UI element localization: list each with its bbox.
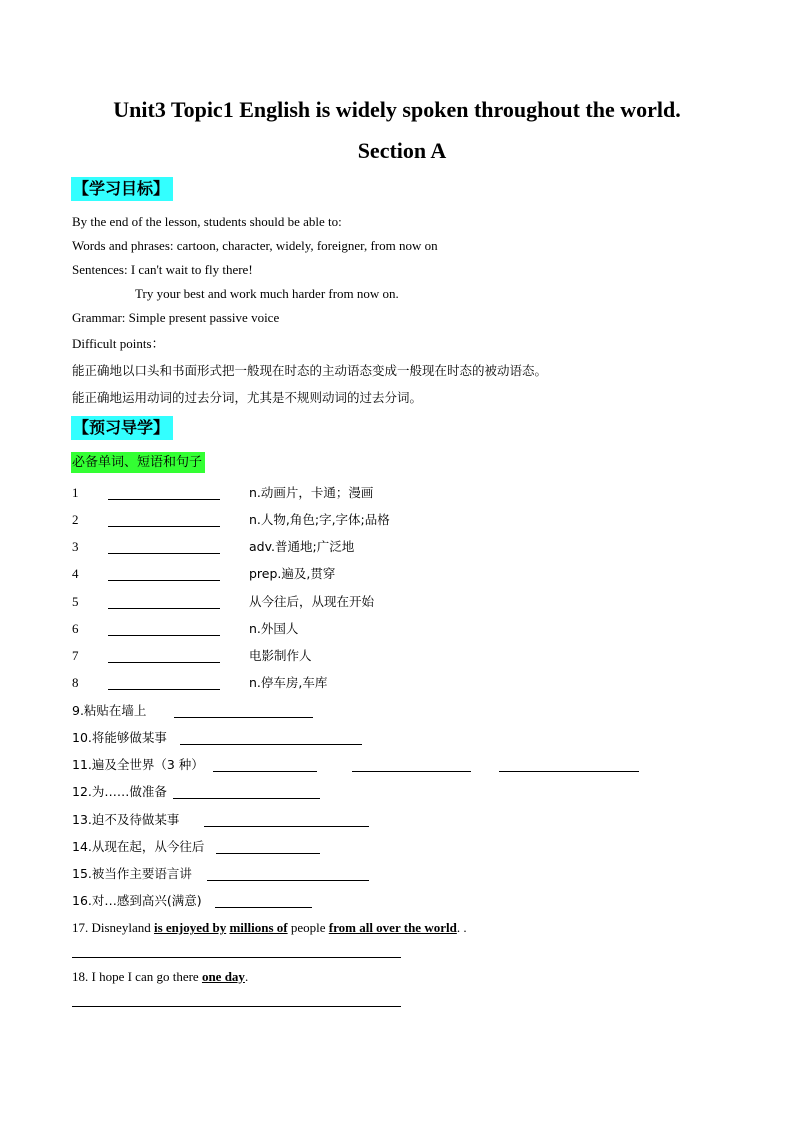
answer-blank[interactable] <box>207 880 369 881</box>
underlined-phrase: one day <box>201 969 245 984</box>
difficult-point-2: 能正确地运用动词的过去分词，尤其是不规则动词的过去分词。 <box>72 390 423 405</box>
sentence-text: . <box>244 969 249 984</box>
objectives-sentences: Sentences: I can't wait to fly there! <box>72 262 253 277</box>
answer-blank[interactable] <box>174 717 313 718</box>
answer-blank[interactable] <box>108 689 220 690</box>
vocab-meaning: 电影制作人 <box>249 648 312 663</box>
answer-blank[interactable] <box>108 662 220 663</box>
phrase-label: 16.对…感到高兴(满意) <box>72 893 202 908</box>
objectives-grammar: Grammar: Simple present passive voice <box>72 310 280 325</box>
phrase-label: 13.迫不及待做某事 <box>72 812 180 827</box>
answer-blank[interactable] <box>108 553 220 554</box>
vocab-number: 7 <box>72 648 79 663</box>
page-title: Unit3 Topic1 English is widely spoken throughout the world. <box>113 97 681 122</box>
answer-blank[interactable] <box>72 1006 401 1007</box>
underlined-phrase: is enjoyed by <box>153 920 227 935</box>
answer-blank[interactable] <box>180 744 362 745</box>
sentence-18 <box>72 968 248 986</box>
vocab-meaning: n.外国人 <box>249 621 299 636</box>
vocab-number: 8 <box>72 675 79 690</box>
objectives-header: 【学习目标】 <box>71 177 173 201</box>
answer-blank[interactable] <box>108 580 220 581</box>
phrase-label: 12.为……做准备 <box>72 784 167 799</box>
vocab-meaning: n.动画片，卡通；漫画 <box>249 485 374 500</box>
difficult-point-1: 能正确地以口头和书面形式把一般现在时态的主动语态变成一般现在时态的被动语态。 <box>72 363 548 378</box>
vocab-meaning: 从今往后，从现在开始 <box>249 594 375 609</box>
answer-blank[interactable] <box>108 499 220 500</box>
answer-blank[interactable] <box>213 771 317 772</box>
answer-blank[interactable] <box>499 771 639 772</box>
objectives-difficult: Difficult points： <box>72 336 165 351</box>
preview-header: 【预习导学】 <box>71 416 173 440</box>
phrase-label: 10.将能够做某事 <box>72 730 167 745</box>
sentence-text: people <box>287 920 329 935</box>
objectives-words: Words and phrases: cartoon, character, widely, foreigner, from now on <box>72 238 438 253</box>
answer-blank[interactable] <box>173 798 320 799</box>
vocab-meaning: n.人物,角色;字,字体;品格 <box>249 512 390 527</box>
answer-blank[interactable] <box>204 826 369 827</box>
sentence-text: 18. I hope I can go there <box>72 969 202 984</box>
vocab-number: 1 <box>72 485 79 500</box>
phrase-label: 11.遍及全世界（3 种） <box>72 757 204 772</box>
underlined-phrase: from all over the world <box>328 920 457 935</box>
vocab-number: 6 <box>72 621 79 636</box>
phrase-label: 15.被当作主要语言讲 <box>72 866 192 881</box>
vocab-meaning: adv.普通地;广泛地 <box>249 539 355 554</box>
answer-blank[interactable] <box>216 853 320 854</box>
underlined-phrase: millions of <box>229 920 288 935</box>
answer-blank[interactable] <box>108 635 220 636</box>
page-subtitle: Section A <box>357 138 447 163</box>
phrase-label: 14.从现在起，从今往后 <box>72 839 205 854</box>
preview-subheader: 必备单词、短语和句子 <box>71 452 205 473</box>
answer-blank[interactable] <box>108 526 220 527</box>
vocab-meaning: n.停车房,车库 <box>249 675 328 690</box>
sentence-17 <box>72 919 467 937</box>
objectives-sentences-2: Try your best and work much harder from now on. <box>135 286 399 301</box>
vocab-number: 2 <box>72 512 79 527</box>
answer-blank[interactable] <box>352 771 471 772</box>
answer-blank[interactable] <box>72 957 401 958</box>
sentence-text: 17. Disneyland <box>72 920 154 935</box>
objectives-intro: By the end of the lesson, students should be able to: <box>72 214 342 229</box>
sentence-text: . . <box>456 920 467 935</box>
phrase-label: 9.粘贴在墙上 <box>72 703 147 718</box>
vocab-number: 4 <box>72 566 79 581</box>
vocab-number: 3 <box>72 539 79 554</box>
vocab-number: 5 <box>72 594 79 609</box>
vocab-meaning: prep.遍及,贯穿 <box>249 566 336 581</box>
answer-blank[interactable] <box>215 907 312 908</box>
answer-blank[interactable] <box>108 608 220 609</box>
